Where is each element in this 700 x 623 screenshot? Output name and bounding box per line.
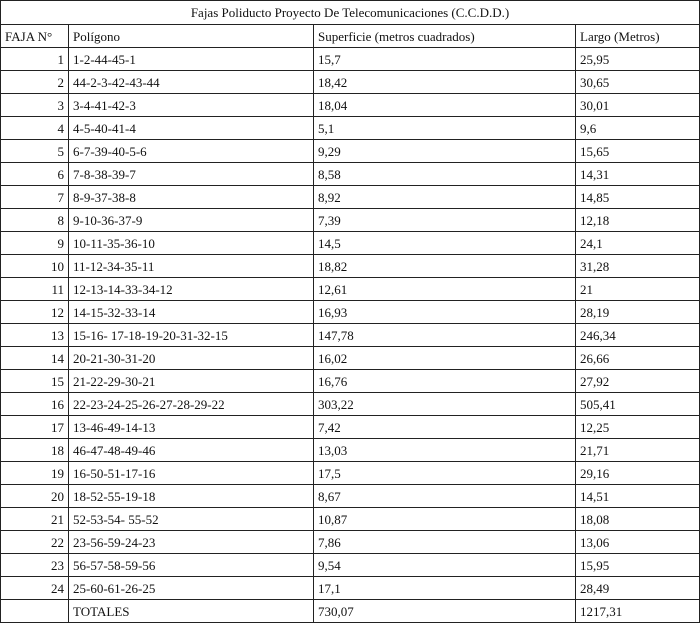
- row-largo-cell: 21,71: [576, 439, 700, 462]
- table-row: [1, 416, 700, 439]
- row-faja-cell: 19: [1, 462, 69, 485]
- row-faja-cell: 5: [1, 140, 69, 163]
- row-largo-cell: 27,92: [576, 370, 700, 393]
- row-poligono-cell: 3-4-41-42-3: [69, 94, 314, 117]
- row-largo-cell: 21: [576, 278, 700, 301]
- table-row: [1, 94, 700, 117]
- row-faja-cell: 18: [1, 439, 69, 462]
- row-faja-cell: 14: [1, 347, 69, 370]
- table-title: Fajas Poliducto Proyecto De Telecomunicaciones (C.C.D.D.): [1, 1, 700, 25]
- row-superficie-cell: 18,42: [314, 71, 576, 94]
- table-row: [1, 140, 700, 163]
- table-row: [1, 393, 700, 416]
- row-faja-cell: 23: [1, 554, 69, 577]
- row-faja-cell: 22: [1, 531, 69, 554]
- row-largo-cell: 15,95: [576, 554, 700, 577]
- table-row: [1, 324, 700, 347]
- row-superficie-cell: 9,29: [314, 140, 576, 163]
- row-faja-cell: 1: [1, 48, 69, 71]
- row-poligono-cell: 6-7-39-40-5-6: [69, 140, 314, 163]
- table-row: [1, 554, 700, 577]
- row-superficie-cell: 16,76: [314, 370, 576, 393]
- row-largo-cell: 246,34: [576, 324, 700, 347]
- table-body: [1, 48, 700, 600]
- row-superficie-cell: 8,92: [314, 186, 576, 209]
- row-largo-cell: 28,19: [576, 301, 700, 324]
- row-largo-cell: 12,18: [576, 209, 700, 232]
- table-row: [1, 439, 700, 462]
- row-faja-cell: 11: [1, 278, 69, 301]
- table-row: [1, 347, 700, 370]
- row-faja-cell: 16: [1, 393, 69, 416]
- row-superficie-cell: 5,1: [314, 117, 576, 140]
- row-faja-cell: 15: [1, 370, 69, 393]
- row-superficie-cell: 12,61: [314, 278, 576, 301]
- row-faja-cell: 7: [1, 186, 69, 209]
- row-poligono-cell: 23-56-59-24-23: [69, 531, 314, 554]
- row-superficie-cell: 17,1: [314, 577, 576, 600]
- row-poligono-cell: 11-12-34-35-11: [69, 255, 314, 278]
- table-row: [1, 462, 700, 485]
- row-poligono-cell: 14-15-32-33-14: [69, 301, 314, 324]
- row-faja-cell: 13: [1, 324, 69, 347]
- row-superficie-cell: 18,04: [314, 94, 576, 117]
- table-row: [1, 232, 700, 255]
- totals-row: [1, 600, 700, 623]
- row-faja-cell: 24: [1, 577, 69, 600]
- row-superficie-cell: 8,58: [314, 163, 576, 186]
- table-row: [1, 370, 700, 393]
- table-row: [1, 255, 700, 278]
- row-superficie-cell: 18,82: [314, 255, 576, 278]
- table-row: [1, 48, 700, 71]
- row-largo-cell: 18,08: [576, 508, 700, 531]
- row-poligono-cell: 8-9-37-38-8: [69, 186, 314, 209]
- row-faja-cell: 17: [1, 416, 69, 439]
- row-largo-cell: 30,01: [576, 94, 700, 117]
- row-superficie-cell: 16,02: [314, 347, 576, 370]
- totals-faja: [1, 600, 69, 623]
- row-largo-cell: 9,6: [576, 117, 700, 140]
- row-poligono-cell: 15-16- 17-18-19-20-31-32-15: [69, 324, 314, 347]
- row-largo-cell: 13,06: [576, 531, 700, 554]
- row-largo-cell: 31,28: [576, 255, 700, 278]
- row-poligono-cell: 9-10-36-37-9: [69, 209, 314, 232]
- table-row: [1, 531, 700, 554]
- row-largo-cell: 30,65: [576, 71, 700, 94]
- row-poligono-cell: 7-8-38-39-7: [69, 163, 314, 186]
- row-superficie-cell: 17,5: [314, 462, 576, 485]
- row-faja-cell: 4: [1, 117, 69, 140]
- row-faja-cell: 3: [1, 94, 69, 117]
- header-superficie: Superficie (metros cuadrados): [314, 25, 576, 48]
- row-poligono-cell: 22-23-24-25-26-27-28-29-22: [69, 393, 314, 416]
- row-largo-cell: 14,51: [576, 485, 700, 508]
- row-poligono-cell: 20-21-30-31-20: [69, 347, 314, 370]
- row-poligono-cell: 1-2-44-45-1: [69, 48, 314, 71]
- row-poligono-cell: 12-13-14-33-34-12: [69, 278, 314, 301]
- table-row: [1, 209, 700, 232]
- row-largo-cell: 15,65: [576, 140, 700, 163]
- row-largo-cell: 29,16: [576, 462, 700, 485]
- row-poligono-cell: 13-46-49-14-13: [69, 416, 314, 439]
- row-poligono-cell: 56-57-58-59-56: [69, 554, 314, 577]
- row-superficie-cell: 7,39: [314, 209, 576, 232]
- header-largo: Largo (Metros): [576, 25, 700, 48]
- row-faja-cell: 9: [1, 232, 69, 255]
- row-poligono-cell: 18-52-55-19-18: [69, 485, 314, 508]
- table-row: [1, 117, 700, 140]
- row-largo-cell: 14,85: [576, 186, 700, 209]
- row-poligono-cell: 21-22-29-30-21: [69, 370, 314, 393]
- table-row: [1, 71, 700, 94]
- table-row: [1, 485, 700, 508]
- row-largo-cell: 26,66: [576, 347, 700, 370]
- row-superficie-cell: 7,86: [314, 531, 576, 554]
- row-poligono-cell: 10-11-35-36-10: [69, 232, 314, 255]
- row-superficie-cell: 8,67: [314, 485, 576, 508]
- row-faja-cell: 10: [1, 255, 69, 278]
- row-largo-cell: 505,41: [576, 393, 700, 416]
- row-faja-cell: 12: [1, 301, 69, 324]
- header-faja: FAJA N°: [1, 25, 69, 48]
- row-faja-cell: 20: [1, 485, 69, 508]
- table-row: [1, 163, 700, 186]
- totals-label: TOTALES: [69, 600, 314, 623]
- row-faja-cell: 8: [1, 209, 69, 232]
- header-poligono: Polígono: [69, 25, 314, 48]
- row-superficie-cell: 147,78: [314, 324, 576, 347]
- row-superficie-cell: 14,5: [314, 232, 576, 255]
- row-superficie-cell: 7,42: [314, 416, 576, 439]
- row-largo-cell: 14,31: [576, 163, 700, 186]
- row-superficie-cell: 9,54: [314, 554, 576, 577]
- row-largo-cell: 24,1: [576, 232, 700, 255]
- table-row: [1, 278, 700, 301]
- totals-superficie: 730,07: [314, 600, 576, 623]
- row-poligono-cell: 46-47-48-49-46: [69, 439, 314, 462]
- row-poligono-cell: 52-53-54- 55-52: [69, 508, 314, 531]
- row-faja-cell: 21: [1, 508, 69, 531]
- row-faja-cell: 2: [1, 71, 69, 94]
- row-superficie-cell: 13,03: [314, 439, 576, 462]
- row-poligono-cell: 25-60-61-26-25: [69, 577, 314, 600]
- row-superficie-cell: 303,22: [314, 393, 576, 416]
- row-superficie-cell: 16,93: [314, 301, 576, 324]
- table-row: [1, 301, 700, 324]
- row-poligono-cell: 4-5-40-41-4: [69, 117, 314, 140]
- header-row: [1, 25, 700, 48]
- title-row: [1, 1, 700, 25]
- row-superficie-cell: 10,87: [314, 508, 576, 531]
- totals-largo: 1217,31: [576, 600, 700, 623]
- table-row: [1, 577, 700, 600]
- row-poligono-cell: 16-50-51-17-16: [69, 462, 314, 485]
- row-largo-cell: 12,25: [576, 416, 700, 439]
- table-row: [1, 186, 700, 209]
- row-largo-cell: 28,49: [576, 577, 700, 600]
- row-largo-cell: 25,95: [576, 48, 700, 71]
- row-poligono-cell: 44-2-3-42-43-44: [69, 71, 314, 94]
- row-faja-cell: 6: [1, 163, 69, 186]
- table-row: [1, 508, 700, 531]
- row-superficie-cell: 15,7: [314, 48, 576, 71]
